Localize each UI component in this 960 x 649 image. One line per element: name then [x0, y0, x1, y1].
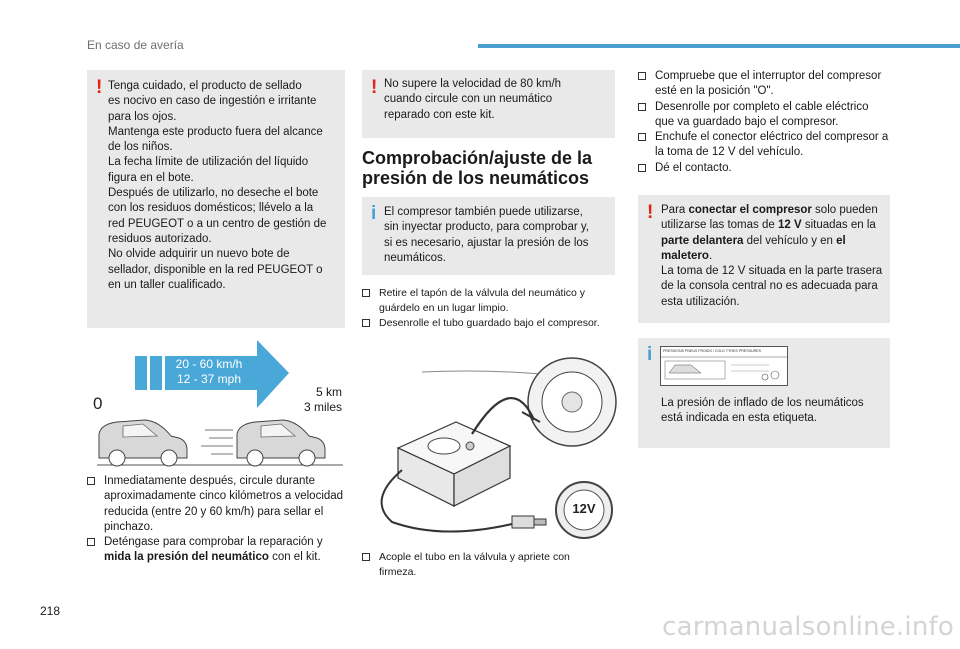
list-item: [638, 69, 890, 100]
step-text: Acople el tubo en la válvula y apriete con firmeza.: [379, 551, 570, 578]
checkbox-bullet-icon: [638, 72, 646, 80]
info-text: La presión de inflado de los neumáticos está indicada en esta etiqueta.: [661, 397, 864, 425]
list-item: [362, 286, 620, 316]
warning-text: [108, 79, 340, 293]
warning-line: es nocivo en caso de ingestión e irritante: [108, 95, 317, 108]
step-text-bold: mida la presión del neumático: [104, 551, 269, 564]
checkbox-bullet-icon: [638, 164, 646, 172]
warning-line: La fecha límite de utilización del líquido: [108, 156, 309, 169]
warning-box-12v: [638, 195, 890, 323]
header-accent-bar: [478, 44, 960, 48]
page-number: 218: [40, 604, 61, 618]
warning-paragraph: [661, 203, 887, 264]
warning-text: [384, 77, 610, 123]
distance-km-label: 5 km: [315, 385, 342, 399]
list-item: [87, 535, 345, 566]
warning-box-sealant: [87, 70, 345, 328]
driving-distance-diagram: [87, 338, 345, 468]
step-text: Dé el contacto.: [655, 161, 732, 174]
info-icon: i: [647, 344, 653, 365]
text-run-bold: parte delantera: [661, 234, 744, 247]
warning-line: Tenga cuidado, el producto de sellado: [108, 80, 302, 92]
warning-line: No supere la velocidad de 80 km/h: [384, 78, 562, 90]
checkbox-bullet-icon: [87, 538, 95, 546]
checkbox-bullet-icon: [638, 133, 646, 141]
right-steps-list: [638, 69, 890, 176]
step-text: Desenrolle el tubo guardado bajo el compresor.: [379, 317, 600, 329]
tyre-pressure-label-image: [660, 346, 788, 386]
warning-line: cuando circule con un neumático: [384, 93, 553, 106]
warning-icon: !: [647, 202, 654, 223]
info-box-compressor: [362, 197, 615, 275]
info-line: neumáticos.: [384, 251, 447, 264]
warning-line: para los ojos.: [108, 110, 177, 123]
distance-miles-label: 3 miles: [303, 400, 342, 414]
warning-line: reparado con este kit.: [384, 108, 495, 121]
info-line: si es necesario, ajustar la presión de los: [384, 236, 589, 249]
checkbox-bullet-icon: [362, 289, 370, 297]
list-item: [638, 130, 890, 161]
warning-line: con los residuos domésticos; llévelo a la: [108, 202, 314, 215]
info-text: [384, 205, 610, 266]
warning-box-speed: [362, 70, 615, 138]
warning-line: sellador, disponible en la red PEUGEOT o: [108, 263, 323, 276]
text-run: Para: [661, 204, 689, 216]
warning-line: red PEUGEOT o a un centro de gestión de: [108, 217, 327, 230]
info-line: El compresor también puede utilizarse,: [384, 206, 583, 218]
checkbox-bullet-icon: [362, 553, 370, 561]
section-header-title: En caso de avería: [87, 38, 184, 52]
step-text-post: con el kit.: [268, 551, 321, 564]
left-steps-list: [87, 474, 345, 566]
checkbox-bullet-icon: [87, 477, 95, 485]
pressure-label-caption: PRESSIONS PNEUS FROIDS / COLD TYRES PRESSURES: [663, 349, 761, 353]
text-run-bold: el maletero: [661, 234, 846, 262]
text-run: .: [708, 249, 713, 262]
warning-paragraph: La toma de 12 V situada en la parte trasera de la consola central no es adecuada para esta utilización.: [661, 265, 883, 308]
warning-icon: !: [371, 77, 378, 98]
text-run-bold: 12 V: [777, 219, 802, 232]
text-run: situadas en la: [801, 219, 876, 232]
step-text: Enchufe el conector eléctrico del compresor a la toma de 12 V del vehículo.: [655, 131, 889, 159]
checkbox-bullet-icon: [638, 103, 646, 111]
info-box-pressure-label: [638, 338, 890, 448]
list-item: [638, 100, 890, 131]
start-label: 0: [93, 394, 103, 413]
warning-line: Después de utilizarlo, no deseche el bote: [108, 187, 319, 200]
warning-text: [661, 203, 887, 310]
socket-12v-label: 12V: [572, 501, 596, 516]
step-text-pre: Deténgase para comprobar la reparación y: [104, 536, 323, 549]
list-item: [362, 316, 620, 331]
warning-icon: !: [96, 77, 103, 98]
info-icon: i: [371, 203, 377, 224]
step-text: Inmediatamente después, circule durante aproximadamente cinco kilómetros a velocidad reducida (entre 20 y 60 km/h) para sellar el pinchazo.: [104, 475, 344, 533]
warning-line: residuos autorizado.: [108, 232, 212, 245]
warning-line: Mantenga este producto fuera del alcance: [108, 125, 323, 138]
watermark-text: carmanualsonline.info: [662, 612, 954, 642]
compressor-illustration: [362, 350, 620, 545]
step-text: Compruebe que el interruptor del compresor esté en la posición "O".: [655, 70, 882, 98]
step-text: Retire el tapón de la válvula del neumático y guárdelo en un lugar limpio.: [379, 287, 586, 314]
info-line: sin inyectar producto, para comprobar y,: [384, 221, 589, 234]
warning-line: figura en el bote.: [108, 171, 194, 184]
warning-line: en un taller cualificado.: [108, 278, 226, 291]
list-item: [362, 550, 592, 580]
checkbox-bullet-icon: [362, 319, 370, 327]
speed-mph-label: 12 - 37 mph: [176, 372, 242, 386]
list-item: [87, 474, 345, 535]
text-run: del vehículo y en: [743, 234, 837, 247]
text-run-bold: conectar el compresor: [688, 204, 812, 216]
list-item: [638, 161, 890, 176]
warning-line: No olvide adquirir un nuevo bote de: [108, 248, 290, 261]
step-text: Desenrolle por completo el cable eléctrico que va guardado bajo el compresor.: [655, 100, 869, 128]
middle-steps-list: [362, 286, 620, 331]
middle-final-step: [362, 550, 592, 580]
section-title: Comprobación/ajuste de la presión de los neumáticos: [362, 148, 593, 188]
speed-kmh-label: 20 - 60 km/h: [175, 357, 243, 371]
text-run: solo pueden utilizarse las tomas de: [661, 204, 878, 232]
warning-line: de los niños.: [108, 141, 173, 154]
